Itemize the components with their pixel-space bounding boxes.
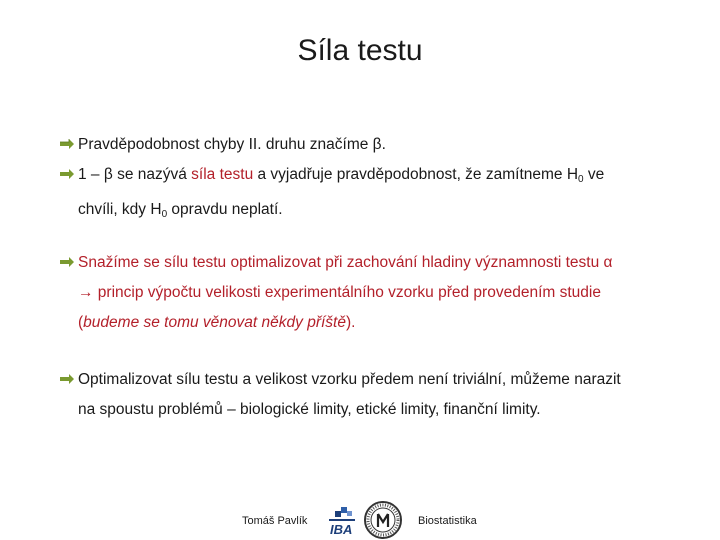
subscript: 0 — [578, 174, 584, 185]
italic-note: budeme se tomu věnovat někdy příště — [83, 314, 346, 331]
bullet-line-1: Optimalizovat sílu testu a velikost vzorku předem není triviální, můžeme narazit — [78, 371, 621, 388]
text-fragment: opravdu neplatí. — [167, 201, 283, 218]
bullet-limits — [58, 365, 698, 425]
text-fragment: ( — [78, 314, 84, 331]
text-fragment: 1 – β se nazývá — [78, 166, 192, 183]
green-arrow-bullet-icon — [58, 372, 76, 386]
text-fragment: a vyjadřuje pravděpodobnost, že zamítneme H — [253, 166, 579, 183]
highlighted-term: síla testu — [191, 166, 254, 183]
bullet-text: Pravděpodobnost chyby II. druhu značíme β. — [78, 136, 386, 153]
bullet-line-3 — [58, 308, 698, 338]
bullet-power-meaning — [58, 160, 698, 230]
bullet-line-1: Snažíme se sílu testu optimalizovat při zachování hladiny významnosti testu α — [78, 254, 613, 271]
green-arrow-bullet-icon — [58, 255, 76, 269]
footer-subject: Biostatistika — [418, 515, 477, 527]
bullet-power-definition — [58, 130, 698, 160]
green-arrow-bullet-icon — [58, 167, 76, 181]
bullet-line-2: → princip výpočtu velikosti experimentálního vzorku před provedením studie — [78, 284, 601, 301]
iba-logo — [325, 505, 357, 537]
masaryk-university-seal — [363, 500, 403, 540]
iba-logo-text: IBA — [330, 522, 353, 537]
bullet-line-1 — [58, 160, 698, 195]
text-fragment: ). — [345, 314, 356, 331]
subscript: 0 — [161, 209, 168, 220]
text-fragment: chvíli, kdy H — [78, 201, 162, 218]
bullet-line-2: na spoustu problémů – biologické limity, etické limity, finanční limity. — [78, 401, 541, 418]
bullet-optimization — [58, 248, 698, 338]
footer-author: Tomáš Pavlík — [242, 515, 308, 527]
green-arrow-bullet-icon — [58, 137, 76, 151]
bullet-line-2 — [58, 195, 698, 230]
slide-title: Síla testu — [297, 34, 423, 67]
text-fragment: ve — [583, 166, 605, 183]
